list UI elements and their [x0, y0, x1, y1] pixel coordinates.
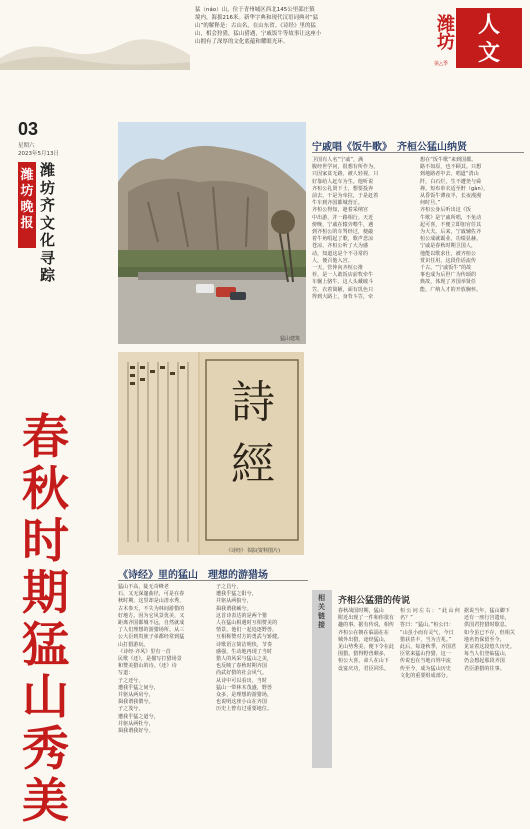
text-line: 趣的事。据有传说，相传 [338, 622, 395, 629]
text-line: “山虽小而有灵气，今日 [400, 629, 454, 636]
brand-block [414, 8, 522, 74]
page-number: 03 [18, 119, 39, 139]
paper-logo-text: 潍坊晚报 [20, 168, 34, 231]
section-title [40, 162, 62, 285]
text-line: 苍凉，齐桓公听了大为感 [312, 243, 369, 250]
article3-col1 [338, 608, 396, 673]
intro-line: 境内，海拔216米。新华字典和现代汉语词典对“猛 [195, 15, 319, 21]
text-line: 起可喜，不便立即加官任其 [420, 221, 482, 228]
text-line: 这首诗表达的是两个猎 [216, 612, 268, 619]
article2-divider [118, 580, 308, 581]
header-intro [195, 6, 395, 46]
book-photo [118, 352, 304, 555]
text-line: 答曰：“猛山。”桓公曰： [400, 622, 454, 629]
text-line: 从昏饭牛薄夜半，长夜漫漫 [420, 193, 482, 200]
text-line: 路不如原，也不顾其。只想 [420, 164, 482, 171]
text-line: 据说当年，猛山脚下 [464, 608, 510, 614]
section-title-text: 潍坊齐文化寻踪 [40, 161, 56, 284]
brand-red-block [456, 8, 522, 68]
main-title-text: 春秋时期猛山秀美 [22, 410, 69, 829]
text-line: 齐桓公身后听出这《饭 [420, 207, 472, 214]
text-line: 桓公大喜，命人在山下 [338, 658, 390, 665]
text-line: 围猎。猎得野兽颇多， [338, 651, 390, 658]
text-line: 石，又无深邃曲径，可是在春 [118, 591, 185, 598]
text-line: 桓公问左右：“此山何名？” [400, 608, 460, 622]
text-line: 傍晚，宁戚在辕旁喂牛，遇 [312, 221, 374, 228]
text-line: 能、广纳人才的开放胸怀。 [420, 286, 482, 293]
brand-red-text: 人文 [477, 12, 500, 66]
text-line: 车辗上骆牛。这人头戴破斗 [312, 279, 374, 286]
text-line: 供国君狩猎时歇息。 [464, 622, 510, 629]
text-line: 揖我谓我好兮。 [118, 728, 154, 735]
intro-line: 山，相会狩猎，猛山猎遇，宁戚饭牛等故事让这座小 [195, 31, 322, 37]
text-line: 中出游，并一路相行。天近 [312, 214, 374, 221]
text-line: 也说明这座小山在齐国 [216, 699, 268, 706]
text-line: 动，知道这是个不寻常的 [312, 250, 369, 257]
text-line: 设宴庆功，君臣同乐。 [338, 665, 390, 672]
text-line: 古木参天，不失为林间游猎的 [118, 605, 185, 612]
text-line: 也反映了春秋时期齐国 [216, 663, 268, 670]
text-line: 猛山不高，陡无奇峰老 [118, 584, 170, 590]
text-line: 想在“饭牛歌”来到国都。 [420, 157, 477, 163]
intro-line: 山拥有了深厚的文化底蕴和耀眼光环。 [195, 39, 289, 45]
text-line: 遭我乎猛之间兮， [118, 684, 159, 691]
text-line: 腹经世学问，很想有所作为， [312, 164, 379, 171]
text-line: 传至今，成为猛山历史 [400, 665, 452, 672]
brand-sub: 第△季 [434, 61, 448, 67]
text-line: 人，便召他入宫。 [312, 257, 353, 264]
text-line: 一天，管仲向齐桓公推 [312, 265, 364, 272]
text-line: 千古。“宁戚饭牛”的故 [420, 265, 472, 272]
text-line: 了人们理想的游猎场所。从三 [118, 627, 185, 634]
text-line: 互相称赞对方的勇武与矫健。 [216, 634, 283, 641]
text-line: 历史上曾有过重要地位。 [216, 706, 273, 713]
text-line: 好地方。因为它风景优美，又 [118, 612, 185, 619]
article1-col1 [312, 157, 412, 301]
text-line: 遭我乎猛之阳兮， [216, 591, 257, 598]
text-line: 揖我谓我臧兮。 [216, 605, 252, 612]
related-link-text: 相关链接 [318, 594, 325, 629]
text-line: 君臣游猎的往事。 [464, 665, 505, 672]
text-line: 距离齐国都城不远，自然就成 [118, 620, 185, 627]
text-line: 到地路者中去，唱道“清山 [420, 171, 479, 178]
text-line: 他能以歌求仕，被齐桓公 [420, 250, 477, 257]
text-line: 只因家贫无路，被人轻视，只 [312, 171, 379, 178]
text-line: 齐桓公在朝在临淄在在 [338, 629, 390, 636]
article2-col2 [216, 584, 306, 714]
text-line: 齐桓公礼贤下士，想要投奔 [312, 185, 374, 192]
text-line: 猎人的风采与猛山之美， [216, 656, 273, 663]
text-line: 传说也在当地百姓中流 [400, 658, 452, 665]
text-line: 好靠给人赶车为生。他听说 [312, 178, 374, 185]
text-line: 子之茂兮， [118, 706, 144, 713]
photo2-caption: 《诗经》书影(资料图片) [226, 548, 280, 554]
article1-divider [312, 152, 524, 153]
main-title [22, 412, 82, 828]
text-line: 卫国有人名“宁戚”，满 [312, 157, 364, 163]
text-line: 山打猎游玩。 [118, 641, 149, 648]
text-line: 感强，生动地再现了当时 [216, 648, 273, 655]
text-line: 如今虽已不存，但相关 [464, 629, 516, 636]
text-line: 附近出现了一件和你很有 [338, 615, 395, 622]
text-line: 还有一座行宫遗址， [464, 615, 510, 622]
book-title: 詩經 [231, 377, 275, 490]
text-line: 事也成为后世广为传颂的 [420, 272, 477, 279]
text-line: 何时旦。” [420, 200, 441, 207]
text-line: 揖我谓我儇兮。 [118, 699, 154, 706]
text-line: 尚武好猎的社会风气。 [216, 670, 268, 677]
photo1-caption: 猛山建筑 [280, 336, 301, 342]
article3-col2 [400, 608, 460, 680]
text-line: 阡，白石烂，生不遭尧与舜 [420, 178, 482, 185]
text-line: 宁戚是春秋时期卫国人， [420, 243, 477, 250]
article2-col1 [118, 584, 208, 735]
text-line: 牛歌》是宁戚所唱，不免动 [420, 214, 482, 221]
paper-logo [18, 162, 36, 248]
text-line: 为大夫。后来，宁戚辅佐齐 [420, 229, 482, 236]
weekday: 星期六 [18, 143, 35, 149]
text-line: 猛山一带林木茂盛，野兽 [216, 684, 273, 691]
ink-wash-decoration [0, 0, 190, 70]
text-line: 到齐桓公的车驾经过，便敲 [312, 229, 374, 236]
intro-line: 猛（náo）山，位于青州城区西北145公里邵庄镇 [195, 7, 315, 13]
text-line: 仍会想起那段齐国 [464, 658, 505, 665]
brand-title: 潍坊 [434, 14, 455, 50]
text-line: 遭我乎猛之道兮， [118, 713, 159, 720]
article3-col3 [464, 608, 524, 673]
text-line: 情景。他们一起追逐野兽， [216, 627, 278, 634]
text-line: 公大臣到贵族子弟都经常到猛 [118, 634, 185, 641]
issue-date: 2023年5月13日 [18, 151, 59, 157]
text-line: 文化的重要组成部分。 [400, 672, 452, 679]
article1-col2 [420, 157, 522, 294]
text-line: 此后，每逢秋季，齐国君 [400, 644, 457, 651]
text-line: 着牛角唱起了歌，歌声悲凉 [312, 236, 374, 243]
text-line: 见证着这段悠久历史。 [464, 644, 516, 651]
article1-headline: 宁戚唱《饭牛歌》 齐桓公猛山纳贤 [312, 142, 467, 153]
hill-photo [118, 122, 306, 344]
text-line: 齐桓公得知，趁着采纳宫 [312, 207, 369, 214]
text-line: 并驱从两肩兮， [118, 692, 154, 699]
text-line: 子之昌兮， [216, 584, 242, 590]
text-line: 从诗中可以看出，当时 [216, 677, 268, 684]
text-line: 人在猛山相遇时互相赞美的 [216, 620, 278, 627]
text-line: 见山势秀美，便下令在此 [338, 644, 395, 651]
text-line: 《诗经·齐风》里有一首 [118, 648, 171, 655]
text-line: 地名仍保留至今， [464, 636, 505, 643]
text-line: 笠，衣着简陋，面有饥色只 [312, 286, 374, 293]
text-line: 猎获甚丰，当为吉兆。” [400, 636, 452, 643]
text-line: 春秋战国时期，猛山 [338, 608, 384, 614]
text-line: 并驱从两狼兮， [216, 598, 252, 605]
article3-headline: 齐相公猛猎的传说 [338, 596, 411, 606]
text-line: 和赞美猎山的诗。《还》诗 [118, 663, 177, 670]
text-line: 城外出猎，途经猛山， [338, 636, 390, 643]
related-link-label [314, 594, 330, 630]
text-line: 秋时期，这里却是山清水秀， [118, 598, 185, 605]
text-line: 子之还兮， [118, 677, 144, 684]
text-line: 桓公成就霸业，功绩显赫。 [420, 236, 482, 243]
text-line: 得到大路上，身背斗笠，牵 [312, 293, 374, 300]
text-line: 禅。短布单衣适至骭（gàn）， [420, 185, 489, 192]
text-line: 众多，是理想的游猎场， [216, 692, 273, 699]
text-line: 前去，干是为牵拉，于是赶着 [312, 193, 379, 200]
text-line: 臣常来猛山狩猎，这一 [400, 651, 452, 658]
article2-headline: 《诗经》里的猛山 理想的游猎场 [118, 570, 268, 581]
text-line: 典故，体现了齐国举贤任 [420, 279, 477, 286]
intro-line: 山”的解释是：古山名，在山东省。《诗经》里的猛 [195, 23, 316, 29]
text-line: 赏识任用，这段佳话流传 [420, 257, 477, 264]
text-line: 每当人们登临猛山， [464, 651, 510, 658]
text-line: 写道： [118, 670, 134, 677]
text-line: 牛车到齐国都城营丘。 [312, 200, 364, 207]
text-line: 并驱从两牡兮， [118, 720, 154, 727]
text-line: 荐，是一人敢饭店前牧牵牛 [312, 272, 374, 279]
text-line: 民歌《还》，是描写打猎场景 [118, 656, 182, 663]
text-line: 诗歌语言简洁明快，节奏 [216, 641, 273, 648]
